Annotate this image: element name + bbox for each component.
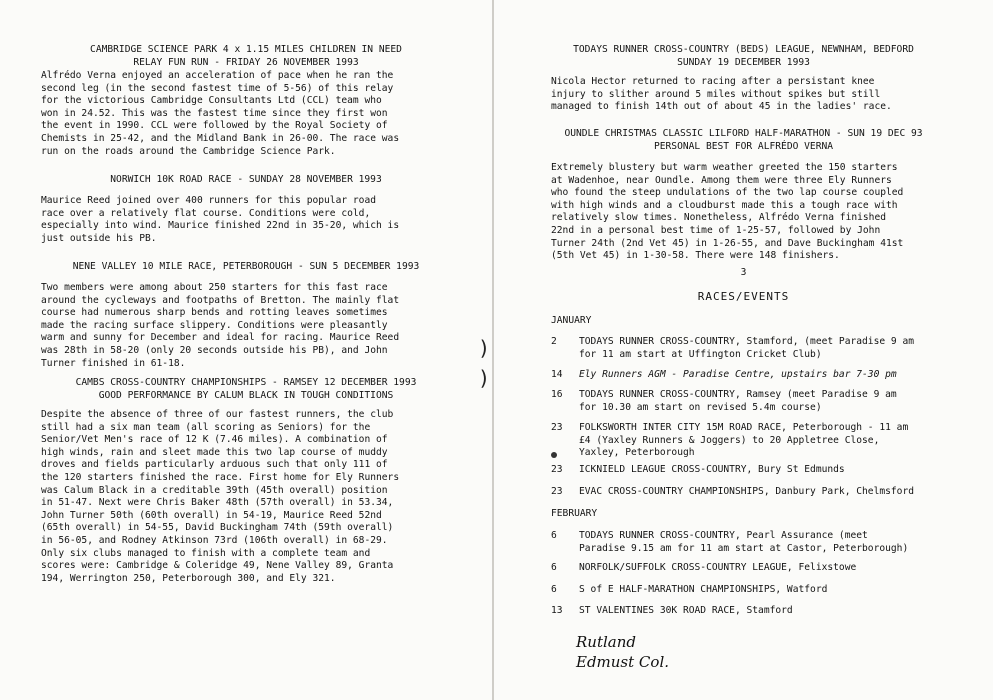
event-text: NORFOLK/SUFFOLK CROSS-COUNTRY LEAGUE, Felixstowe [579,562,857,573]
event-item [551,584,827,597]
section-heading: NORWICH 10K ROAD RACE - SUNDAY 28 NOVEMBER 1993 [110,174,382,185]
event-item [551,422,908,460]
section-heading: CAMBS CROSS-COUNTRY CHAMPIONSHIPS - RAMSEY 12 DECEMBER 1993 GOOD PERFORMANCE BY CALUM BLACK IN TOUGH CONDITIONS [75,377,417,401]
event-text: TODAYS RUNNER CROSS-COUNTRY, Pearl Assurance (meet Paradise 9.15 am for 11 am start at Castor, Peterborough) [579,530,909,554]
month-heading: FEBRUARY [551,508,598,519]
event-day: 16 [551,389,563,400]
event-text: EVAC CROSS-COUNTRY CHAMPIONSHIPS, Danbury Park, Chelmsford [579,486,915,497]
event-text: S of E HALF-MARATHON CHAMPIONSHIPS, Watford [579,584,828,595]
page-number: 3 [740,267,747,278]
event-day: 6 [551,584,557,595]
section-heading: OUNDLE CHRISTMAS CLASSIC LILFORD HALF-MARATHON - SUN 19 DEC 93 PERSONAL BEST FOR ALFRÉDO VERNA [564,128,923,152]
event-item [551,389,897,414]
event-day: 14 [551,369,563,380]
event-day: 6 [551,530,557,541]
handwritten-note: Rutland Edmust Col. [576,633,670,671]
section-body: Nicola Hector returned to racing after a persistant knee injury to slither around 5 miles without spikes but still managed to finish 14th out of about 45 in the ladies' race. [551,76,892,113]
event-day: 23 [551,486,563,497]
month-heading: JANUARY [551,315,592,326]
event-item [551,336,914,361]
event-day: 23 [551,464,563,475]
event-day: 13 [551,605,563,616]
section-body: Maurice Reed joined over 400 runners for this popular road race over a relatively flat course. Conditions were cold, especially into wind. Maurice finished 22nd in 35-20, which is just outside his PB. [41,195,400,244]
event-item [551,562,856,575]
event-item [551,605,793,618]
section-heading: TODAYS RUNNER CROSS-COUNTRY (BEDS) LEAGUE, NEWNHAM, BEDFORD SUNDAY 19 DECEMBER 1993 [573,44,914,68]
ink-blot [551,452,557,458]
event-text: Ely Runners AGM - Paradise Centre, upstairs bar 7-30 pm [579,369,897,380]
event-day: 6 [551,562,557,573]
section-body: Despite the absence of three of our fastest runners, the club still had a six man team (all scoring as Seniors) for the Senior/Vet Men's race of 12 K (7.46 miles). A combination of high winds, rain and sleet made this two lap course of muddy droves and fields particularly arduous such that only 111 of the 120 starters finished the race. First home for Ely Runners was Calum Black in a creditable 39th (45th overall) position in 51-47. Next were Chris Baker 48th (57th overall) in 53.34, John Turner 50th (60th overall) in 54-19, Maurice Reed 52nd (65th overall) in 54-55, David Buckingham 74th (59th overall) in 56-05, and Rodney Atkinson 73rd (106th overall) in 68-29. Only six clubs managed to finish with a complete team and scores were: Cambridge & Coleridge 49, Nene Valley 89, Granta 194, Werrington 250, Peterborough 300, and Ely 321. [41,409,400,584]
left-page [0,0,492,700]
right-page [494,0,993,700]
event-item [551,369,897,382]
event-text: ST VALENTINES 30K ROAD RACE, Stamford [579,605,793,616]
event-text: TODAYS RUNNER CROSS-COUNTRY, Stamford, (meet Paradise 9 am for 11 am start at Uffington Cricket Club) [579,336,915,360]
binding-mark: ) [478,366,491,390]
event-item [551,464,845,477]
event-item [551,486,914,499]
section-body: Alfrédo Verna enjoyed an acceleration of pace when he ran the second leg (in the second fastest time of 5-56) of this relay for the victorious Cambridge Consultants Ltd (CCL) team who won in 24.52. This was the fastest time since they first won the event in 1990. CCL were followed by the Royal Society of Chemists in 25-42, and the Midland Bank in 26-00. The race was run on the roads around the Cambridge Science Park. [41,70,400,157]
event-day: 2 [551,336,557,347]
section-body: Extremely blustery but warm weather greeted the 150 starters at Wadenhoe, near Oundle. Among them were three Ely Runners who found the steep undulations of the two lap course coupled with high winds and a cloudburst made this a tough race with relatively slow times. Nonetheless, Alfrédo Verna finished 22nd in a personal best time of 1-25-57, followed by John Turner 24th (2nd Vet 45) in 1-26-55, and Dave Buckingham 41st (5th Vet 45) in 1-30-58. There were 148 finishers. [551,162,904,262]
section-body: Two members were among about 250 starters for this fast race around the cycleways and footpaths of Bretton. The mainly flat course had numerous sharp bends and rotting leaves sometimes made the racing surface slippery. Conditions were pleasantly warm and sunny for December and ideal for racing. Maurice Reed was 28th in 58-20 (only 20 seconds outside his PB), and John Turner finished in 61-18. [41,282,400,369]
binding-mark: ) [478,336,491,360]
event-text: TODAYS RUNNER CROSS-COUNTRY, Ramsey (meet Paradise 9 am for 10.30 am start on revised 5.4m course) [579,389,897,413]
event-text: FOLKSWORTH INTER CITY 15M ROAD RACE, Peterborough - 11 am £4 (Yaxley Runners & Joggers) to 20 Appletree Close, Yaxley, Peterborough [579,422,909,459]
event-text: ICKNIELD LEAGUE CROSS-COUNTRY, Bury St Edmunds [579,464,845,475]
section-heading: NENE VALLEY 10 MILE RACE, PETERBOROUGH - SUN 5 DECEMBER 1993 [72,261,420,272]
event-day: 23 [551,422,563,433]
event-item [551,530,908,555]
section-heading: CAMBRIDGE SCIENCE PARK 4 x 1.15 MILES CHILDREN IN NEED RELAY FUN RUN - FRIDAY 26 NOVEMBER 1993 [90,44,402,68]
events-title: RACES/EVENTS [697,290,790,303]
